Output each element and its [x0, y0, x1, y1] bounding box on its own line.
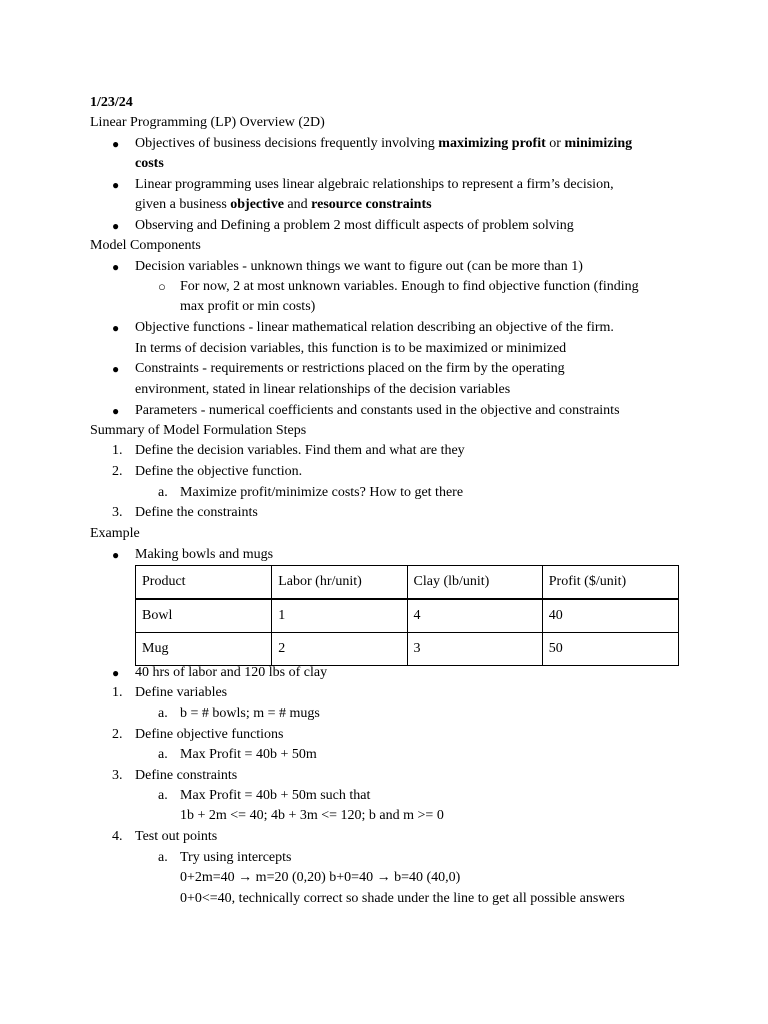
table-row [136, 633, 679, 666]
bullet-icon: ● [112, 362, 120, 376]
bullet-icon: ● [112, 260, 120, 274]
hollow-bullet-icon: ○ [158, 279, 166, 294]
model-components-heading: Model Components [90, 238, 201, 253]
example-heading: Example [90, 526, 140, 541]
table-cell: Bowl [136, 599, 272, 633]
example-step-3a: Max Profit = 40b + 50m such that [180, 788, 371, 803]
example-step-1: Define variables [135, 685, 228, 700]
bullet-icon: ● [112, 178, 120, 192]
overview-bullet-3: Observing and Defining a problem 2 most difficult aspects of problem solving [135, 218, 574, 233]
example-step-4a: Try using intercepts [180, 850, 292, 865]
summary-step-1: Define the decision variables. Find them and what are they [135, 443, 465, 458]
table-cell: Mug [136, 633, 272, 666]
list-number: 1. [112, 443, 123, 458]
overview-bullet-1-cont: costs [135, 156, 164, 171]
bullet-icon: ● [112, 404, 120, 418]
constraints-item-cont: environment, stated in linear relationships of the decision variables [135, 382, 511, 397]
summary-heading: Summary of Model Formulation Steps [90, 423, 307, 438]
example-step-2: Define objective functions [135, 727, 284, 742]
list-number: 3. [112, 505, 123, 520]
table-cell: 4 [407, 599, 542, 633]
example-step-3: Define constraints [135, 768, 238, 783]
overview-bullet-2-cont: given a business objective and resource constraints [135, 197, 432, 212]
list-letter: a. [158, 788, 168, 803]
example-step-3a-cont: 1b + 2m <= 40; 4b + 3m <= 120; b and m >= 0 [180, 808, 444, 823]
overview-bullet-1: Objectives of business decisions frequently involving maximizing profit or minimizing [135, 136, 633, 151]
example-bullet-2: 40 hrs of labor and 120 lbs of clay [135, 665, 328, 680]
table-header-cell: Profit ($/unit) [542, 566, 678, 600]
table-row [136, 599, 679, 633]
note-title: Linear Programming (LP) Overview (2D) [90, 115, 325, 130]
list-number: 3. [112, 768, 123, 783]
table-header-cell: Labor (hr/unit) [272, 566, 407, 600]
example-step-4: Test out points [135, 829, 218, 844]
note-date: 1/23/24 [90, 95, 133, 110]
bullet-icon: ● [112, 137, 120, 151]
example-step-2a: Max Profit = 40b + 50m [180, 747, 317, 762]
bullet-icon: ● [112, 666, 120, 680]
table-header-cell: Clay (lb/unit) [407, 566, 542, 600]
table-cell: 1 [272, 599, 407, 633]
list-number: 1. [112, 685, 123, 700]
overview-bullet-2: Linear programming uses linear algebraic relationships to represent a firm’s decision, [135, 177, 614, 192]
table-header-cell: Product [136, 566, 272, 600]
list-number: 4. [112, 829, 123, 844]
example-step-1a: b = # bowls; m = # mugs [180, 706, 320, 721]
parameters-item: Parameters - numerical coefficients and constants used in the objective and constraints [135, 403, 620, 418]
summary-step-2: Define the objective function. [135, 464, 303, 479]
decision-variables-item: Decision variables - unknown things we want to figure out (can be more than 1) [135, 259, 583, 274]
list-number: 2. [112, 727, 123, 742]
list-letter: a. [158, 747, 168, 762]
decision-variables-subitem-cont: max profit or min costs) [180, 299, 316, 314]
summary-step-3: Define the constraints [135, 505, 258, 520]
table-cell: 40 [542, 599, 678, 633]
bullet-icon: ● [112, 548, 120, 562]
example-bullet-1: Making bowls and mugs [135, 547, 274, 562]
bullet-icon: ● [112, 219, 120, 233]
list-letter: a. [158, 485, 168, 500]
table-header-row [136, 566, 679, 600]
list-number: 2. [112, 464, 123, 479]
example-step-4a-shade-note: 0+0<=40, technically correct so shade under the line to get all possible answers [180, 891, 625, 906]
objective-functions-item-cont: In terms of decision variables, this function is to be maximized or minimized [135, 341, 567, 356]
list-letter: a. [158, 706, 168, 721]
summary-step-2a: Maximize profit/minimize costs? How to get there [180, 485, 464, 500]
example-step-4a-intercepts: 0+2m=40 → m=20 (0,20) b+0=40 → b=40 (40,0) [180, 870, 461, 885]
constraints-item: Constraints - requirements or restrictions placed on the firm by the operating [135, 361, 565, 376]
objective-functions-item: Objective functions - linear mathematical relation describing an objective of the firm. [135, 320, 614, 335]
decision-variables-subitem: For now, 2 at most unknown variables. Enough to find objective function (finding [180, 279, 639, 294]
bullet-icon: ● [112, 321, 120, 335]
table-cell: 2 [272, 633, 407, 666]
table-cell: 3 [407, 633, 542, 666]
table-cell: 50 [542, 633, 678, 666]
list-letter: a. [158, 850, 168, 865]
product-table [135, 565, 679, 666]
